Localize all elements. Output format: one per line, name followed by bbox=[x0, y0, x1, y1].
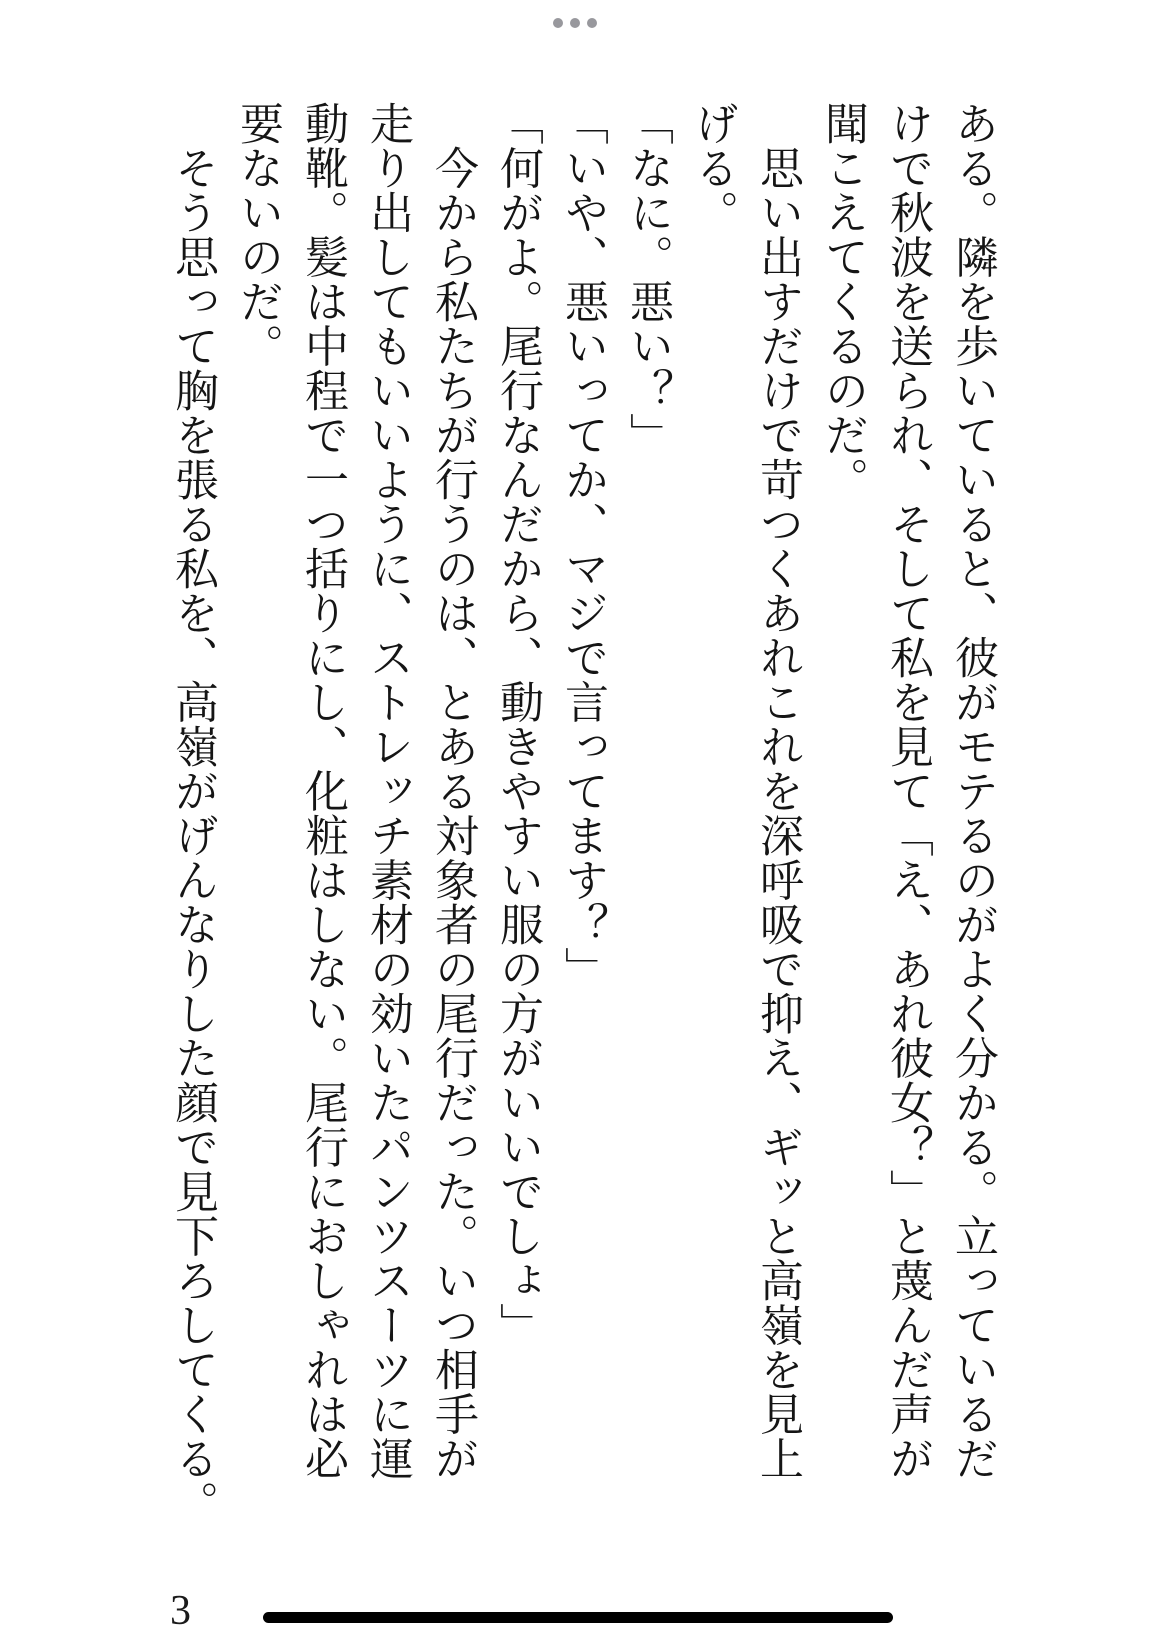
text-line: ある。隣を歩いていると、彼がモテるのがよく分かる。立っているだ bbox=[948, 101, 997, 1481]
text-line: 「なに。悪い？」 bbox=[623, 101, 672, 457]
text-line: 聞こえてくるのだ。 bbox=[818, 101, 867, 502]
text-line: そう思って胸を張る私を、高嶺がげんなりした顔で見下ろしてくる。 bbox=[168, 101, 217, 1525]
more-menu-button[interactable] bbox=[553, 18, 597, 28]
text-line: けで秋波を送られ、そして私を見て「え、あれ彼女？」と蔑んだ声が bbox=[883, 101, 932, 1481]
text-line: 「いや、悪いってか、マジで言ってます？」 bbox=[558, 101, 607, 991]
page-number: 3 bbox=[170, 1588, 191, 1634]
text-line: 動靴。髪は中程で一つ括りにし、化粧はしない。尾行におしゃれは必 bbox=[298, 101, 347, 1481]
text-line: 走り出してもいいように、ストレッチ素材の効いたパンツスーツに運 bbox=[363, 101, 412, 1481]
ellipsis-icon bbox=[553, 18, 563, 28]
ellipsis-icon bbox=[570, 18, 580, 28]
ellipsis-icon bbox=[587, 18, 597, 28]
text-line: 「何がよ。尾行なんだから、動きやすい服の方がいいでしょ」 bbox=[493, 101, 542, 1347]
book-page-text bbox=[160, 101, 1005, 1531]
text-line: 今から私たちが行うのは、とある対象者の尾行だった。いつ相手が bbox=[428, 101, 477, 1481]
text-line: 思い出すだけで苛つくあれこれを深呼吸で抑え、ギッと高嶺を見上 bbox=[753, 101, 802, 1481]
text-line: 要ないのだ。 bbox=[233, 101, 282, 368]
text-line: げる。 bbox=[688, 101, 737, 235]
reading-progress-bar[interactable] bbox=[263, 1612, 893, 1623]
